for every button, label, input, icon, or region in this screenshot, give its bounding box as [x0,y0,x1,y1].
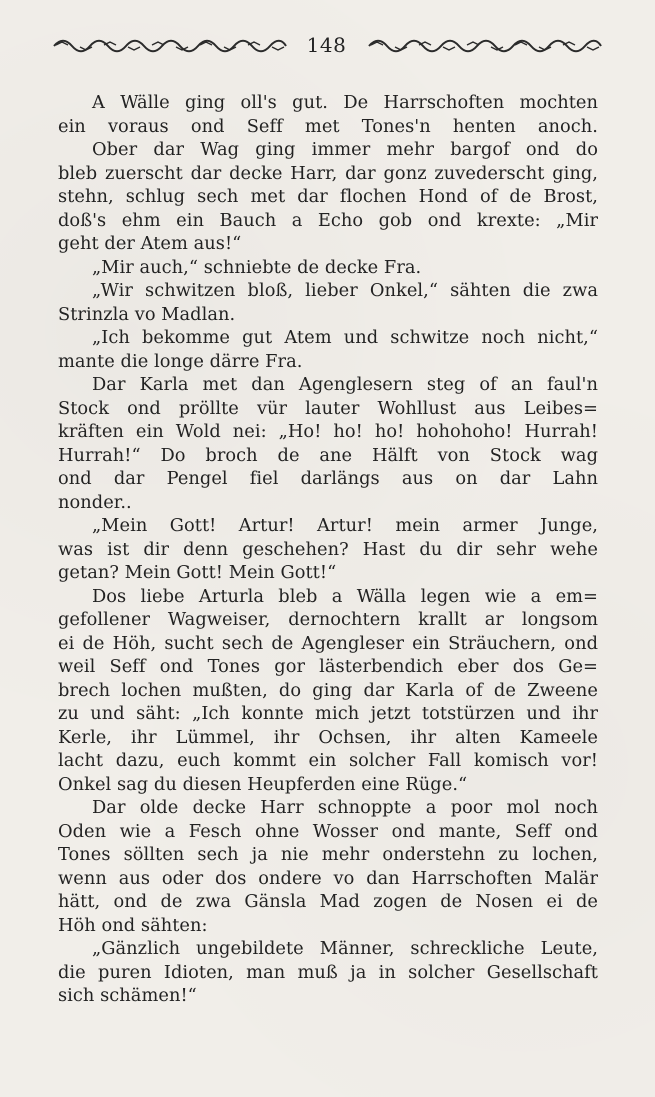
text-line: Hurrah!“ Do broch de ane Hälft von Stock wag [58,444,598,466]
text-line: mante die longe därre Fra. [58,350,303,372]
text-line: getan? Mein Gott! Mein Gott!“ [58,562,337,583]
text-line: was ist dir denn geschehen? Hast du dir sehr wehe [58,538,598,560]
text-line: „Gänzlich ungebildete Männer, schreckliche Leute, [92,938,598,959]
text-line: ei de Höh, sucht sech de Agengleser ein Sträuchern, ond [58,632,598,654]
page-header [50,28,603,62]
text-line: Onkel sag du diesen Heupferden eine Rüge.“ [58,773,468,795]
text-line: geht der Atem aus!“ [58,233,242,254]
text-line: bleb zuerscht dar decke Harr, dar gonz zuvederscht ging, [58,162,598,184]
page-text [58,91,598,1008]
text-line: doß's ehm ein Bauch a Echo gob ond krexte: „Mir [58,209,598,231]
text-line: Tones söllten sech ja nie mehr onderstehn zu lochen, [58,844,598,865]
decorative-header-ornament-icon [365,36,603,54]
text-line: „Ich bekomme gut Atem und schwitze noch nicht,“ [92,327,598,348]
text-line: zu und säht: „Ich konnte mich jetzt totstürzen und ihr [58,703,598,724]
text-line: sich schämen!“ [58,985,197,1006]
text-line: Dos liebe Arturla bleb a Wälla legen wie a em= [92,585,598,607]
text-line: Strinzla vo Madlan. [58,303,236,325]
text-line: Oden wie a Fesch ohne Wosser ond mante, Seff ond [58,820,598,842]
text-line: Höh ond sähten: [58,914,208,936]
page-number: 148 [306,33,347,57]
text-line: „Wir schwitzen bloß, lieber Onkel,“ sähten die zwa [92,280,598,301]
text-line: Ober dar Wag ging immer mehr bargof ond do [92,139,598,160]
text-line: gefollener Wagweiser, dernochtern krallt ar longsom [58,609,598,630]
text-line: die puren Idioten, man muß ja in solcher Gesellschaft [58,961,598,983]
text-line: „Mein Gott! Artur! Artur! mein armer Junge, [92,515,598,536]
decorative-header-ornament-icon [50,36,288,54]
text-line: nonder.. [58,491,132,513]
text-line: kräften ein Wold nei: „Ho! ho! ho! hohohoho! Hurrah! [58,421,598,442]
text-line: lacht dazu, euch kommt ein solcher Fall komisch vor! [58,750,598,771]
text-line: Kerle, ihr Lümmel, ihr Ochsen, ihr alten Kameele [58,726,598,748]
text-line: ein voraus ond Seff met Tones'n henten anoch. [58,115,598,137]
text-line: „Mir auch,“ schniebte de decke Fra. [92,256,422,278]
text-line: A Wälle ging oll's gut. De Harrschoften mochten [92,92,598,113]
text-line: brech lochen mußten, do ging dar Karla of de Zweene [58,679,598,701]
text-line: Dar Karla met dan Agenglesern steg of an faul'n [92,374,598,395]
text-line: ond dar Pengel fiel darlängs aus on dar Lahn [58,468,598,489]
text-line: stehn, schlug sech met dar flochen Hond of de Brost, [58,186,598,207]
text-line: wenn aus oder dos ondere vo dan Harrschoften Malär [58,867,598,889]
text-line: Stock ond pröllte vür lauter Wohllust aus Leibes= [58,397,598,419]
text-line: weil Seff ond Tones gor lästerbendich eber dos Ge= [58,656,598,677]
text-line: Dar olde decke Harr schnoppte a poor mol noch [92,797,598,818]
text-line: hätt, ond de zwa Gänsla Mad zogen de Nosen ei de [58,891,598,912]
